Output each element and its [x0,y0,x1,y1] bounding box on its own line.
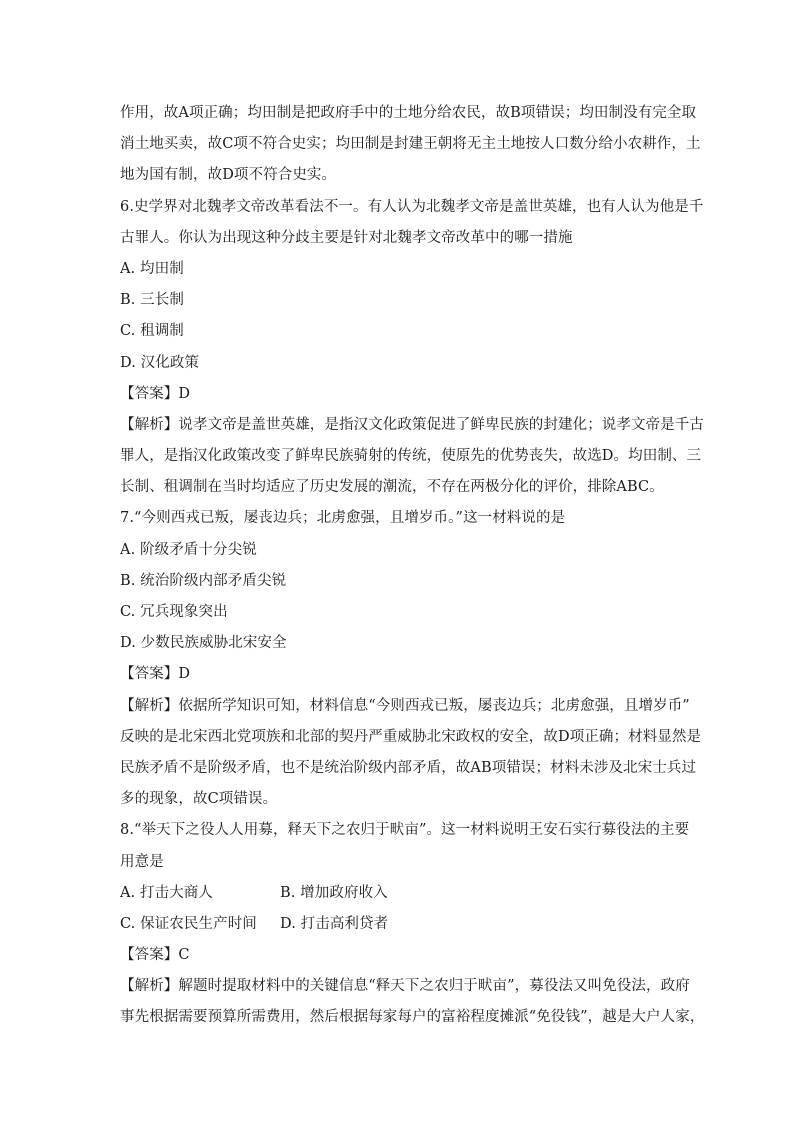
question-6-analysis: 罪人，是指汉化政策改变了鲜卑民族骑射的传统，使原先的优势丧失，故选D。均田制、三 [120,448,702,465]
question-6-option-b: B. 三长制 [120,292,184,309]
question-8-stem: 8.“举天下之役人人用募，释天下之农归于畎亩”。这一材料说明王安石实行募役法的主要 [120,822,690,839]
question-7-option-d: D. 少数民族威胁北宋安全 [120,635,287,652]
question-7-analysis: 多的现象，故C项错误。 [120,791,278,808]
question-7-option-c: C. 冗兵现象突出 [120,604,228,620]
text-line: 作用，故A项正确；均田制是把政府手中的土地分给农民，故B项错误；均田制没有完全取 [120,105,697,121]
question-8-stem: 用意是 [120,853,164,870]
document-body [120,98,705,1034]
question-6-analysis: 【解析】说孝文帝是盖世英雄，是指汉文化政策促进了鲜卑民族的封建化；说孝文帝是千古 [120,416,704,433]
question-6-option-d: D. 汉化政策 [120,354,200,371]
question-8-analysis: 事先根据需要预算所需费用，然后根据每家每户的富裕程度摊派“免役钱”，越是大户人家， [120,1009,705,1026]
question-6-option-c: C. 租调制 [120,323,184,340]
question-7-analysis: 民族矛盾不是阶级矛盾，也不是统治阶级内部矛盾，故AB项错误；材料未涉及北宋士兵过 [120,759,697,776]
question-8-option-a: A. 打击大商人 [120,884,213,901]
question-8-option-d: D. 打击高利贷者 [280,915,389,932]
question-6-stem: 古罪人。你认为出现这种分歧主要是针对北魏孝文帝改革中的哪一措施 [120,229,573,246]
question-8-option-c: C. 保证农民生产时间 [120,915,257,932]
question-8-answer: 【答案】C [120,947,190,964]
question-6-stem: 6.史学界对北魏孝文帝改革看法不一。有人认为北魏孝文帝是盖世英雄，也有人认为他是千 [120,198,704,215]
question-7-stem: 7.“今则西戎已叛，屡丧边兵；北虏愈强，且增岁币。”这一材料说的是 [120,510,566,527]
question-8-analysis: 【解析】解题时提取材料中的关键信息“释天下之农归于畎亩”，募役法又叫免役法，政府 [120,978,690,995]
question-6-option-a: A. 均田制 [120,260,184,277]
question-8-options-row-1 [120,878,680,909]
question-8-options-row-2 [120,909,680,940]
text-line: 地为国有制，故D项不符合史实。 [120,167,337,184]
question-7-option-b: B. 统治阶级内部矛盾尖锐 [120,572,287,589]
question-7-answer: 【答案】D [120,666,191,683]
question-6-answer: 【答案】D [120,385,191,402]
text-line: 消土地买卖，故C项不符合史实；均田制是封建王朝将无主土地按人口数分给小农耕作，土 [120,136,701,153]
question-7-analysis: 【解析】依据所学知识可知，材料信息“今则西戎已叛，屡丧边兵；北虏愈强，且增岁币” [120,697,690,714]
question-7-option-a: A. 阶级矛盾十分尖锐 [120,541,257,558]
question-8-option-b: B. 增加政府收入 [280,884,388,901]
question-7-analysis: 反映的是北宋西北党项族和北部的契丹严重威胁北宋政权的安全，故D项正确；材料显然是 [120,728,702,745]
question-6-analysis: 长制、租调制在当时均适应了历史发展的潮流，不存在两极分化的评价，排除ABC。 [120,479,664,496]
